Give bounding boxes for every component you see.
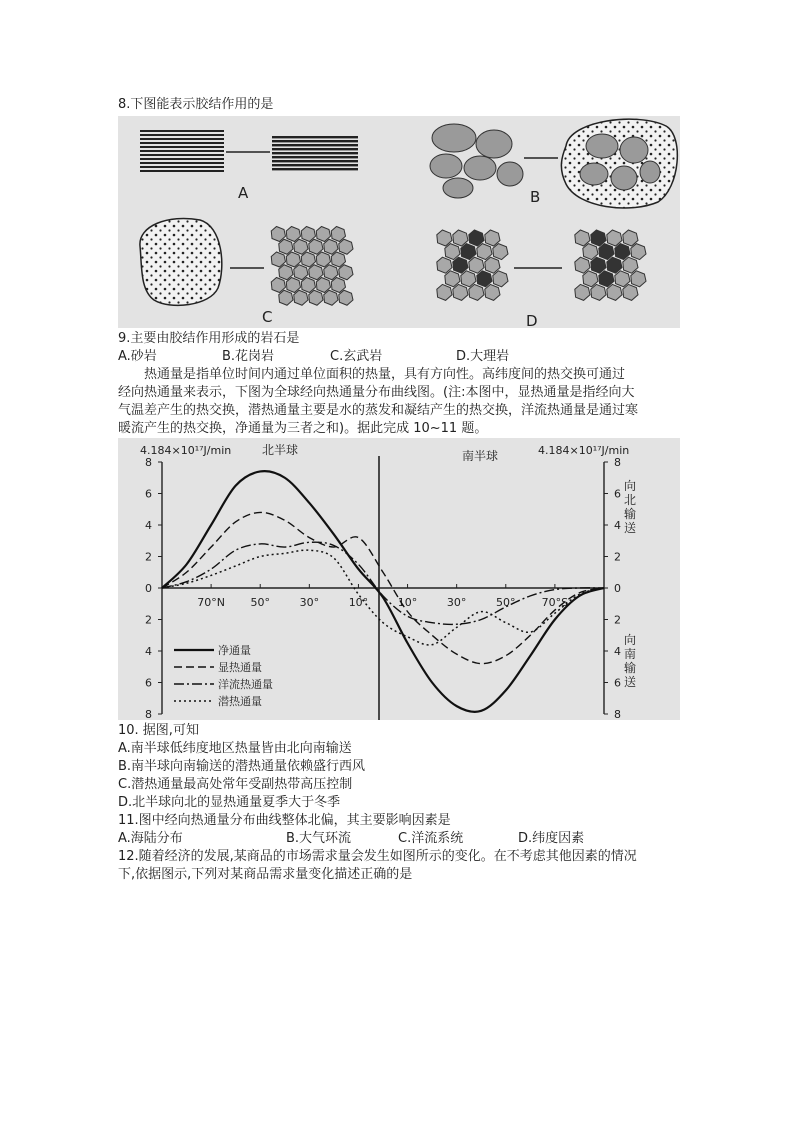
q11-option-c[interactable]: C.洋流系统 [398,831,464,846]
right-label-south: 南 [624,647,637,661]
y-tick-label-left: 4 [145,645,152,658]
q9-option-b[interactable]: B.花岗岩 [222,349,275,364]
stripe-a1 [140,130,224,132]
y-tick-label-right: 4 [614,519,621,532]
grain-polygon [607,284,622,300]
x-tick-label: 50° [250,596,270,609]
y-tick-label-right: 0 [614,582,621,595]
unit-left: 4.184×10¹⁷J/min [140,444,232,457]
grain-polygon [631,271,646,287]
grain-polygon [309,290,323,305]
grain-polygon [623,284,638,300]
stripe-a1 [140,154,224,156]
y-tick-label-right: 8 [614,456,621,469]
grain-polygon [324,290,338,305]
y-tick-label-right: 6 [614,487,621,501]
grain-polygon [339,290,353,305]
legend-label: 洋流热通量 [218,678,273,691]
grain-polygon [339,265,353,280]
chart-side-labels [624,479,636,689]
unit-right: 4.184×10¹⁷J/min [538,444,630,457]
q12-line-1: 12.随着经济的发展,某商品的市场需求量会发生如图所示的变化。在不考虑其他因素的情况 [118,849,637,864]
stripe-a1 [140,158,224,160]
y-tick-label-left: 6 [145,676,152,690]
legend-label: 潜热通量 [218,695,262,708]
y-tick-label-left: 2 [145,613,152,627]
right-label-south: 送 [624,675,637,689]
q8-question: 8.下图能表示胶结作用的是 [118,97,274,112]
y-tick-label-left: 0 [145,582,152,595]
y-tick-label-right: 2 [614,550,621,564]
grain-polygon [631,244,646,260]
stripe-a1 [140,134,224,136]
grain-polygon [469,284,484,300]
y-tick-label-right: 8 [614,708,621,720]
stripe-a2 [272,136,358,138]
q8-figure [118,116,680,328]
grain-polygon [591,284,606,300]
q11-option-d[interactable]: D.纬度因素 [518,831,585,846]
region-south: 南半球 [462,449,499,463]
stripe-a1 [140,150,224,152]
q11-option-a[interactable]: A.海陆分布 [118,831,183,846]
x-tick-label: 10° [348,596,369,609]
stripe-a2 [272,164,358,166]
stripe-a1 [140,162,224,164]
stripe-a2 [272,152,358,154]
x-tick-label: 70°S [541,596,569,609]
figure-d-grains [437,230,646,300]
x-tick-label: 30° [299,596,320,609]
q10-option-d[interactable]: D.北半球向北的显热通量夏季大于冬季 [118,795,341,810]
q10-question: 10. 据图,可知 [118,723,199,738]
stripe-a2 [272,168,358,170]
q11-option-b[interactable]: B.大气环流 [286,831,352,846]
intro-line-2: 经向热通量来表示，下图为全球经向热通量分布曲线图。(注:本图中，显热通量是指经向大 [118,385,635,400]
label-a: A [238,184,249,202]
stripe-a2 [272,148,358,150]
right-label-north: 输 [624,507,637,521]
q10-option-b[interactable]: B.南半球向南输送的潜热通量依赖盛行西风 [118,759,366,774]
x-tick-label: 10° [397,596,418,609]
x-tick-label: 50° [496,596,516,609]
intro-line-3: 气温差产生的热交换，潜热通量主要是水的蒸发和凝结产生的热交换，洋流热通量是通过寒 [118,403,639,418]
label-d: D [526,312,538,328]
figure-c-compaction [140,218,353,305]
grain-polygon [339,239,353,254]
y-tick-label-left: 8 [145,456,152,469]
q9-option-d[interactable]: D.大理岩 [456,349,510,364]
q9-question: 9.主要由胶结作用形成的岩石是 [118,331,300,346]
y-tick-label-right: 2 [614,613,621,627]
y-tick-label-left: 4 [145,519,152,532]
stripe-a2 [272,140,358,142]
region-north: 北半球 [262,443,299,457]
intro-line-1: 热通量是指单位时间内通过单位面积的热量，具有方向性。高纬度间的热交换可通过 [144,367,626,382]
x-tick-label: 30° [446,596,467,609]
q12-line-2: 下,依据图示,下列对某商品需求量变化描述正确的是 [118,867,413,882]
q9-option-c[interactable]: C.玄武岩 [330,349,383,364]
q9-option-a[interactable]: A.砂岩 [118,349,157,364]
intro-line-4: 暖流产生的热交换，净通量为三者之和)。据此完成 10~11 题。 [118,421,488,436]
y-tick-label-left: 2 [145,550,152,564]
right-label-south: 向 [624,633,637,647]
right-label-north: 北 [624,493,637,507]
stripe-a2 [272,144,358,146]
stripe-a2 [272,160,358,162]
y-tick-label-right: 4 [614,645,621,658]
stripe-a1 [140,142,224,144]
y-tick-label-left: 8 [145,708,152,720]
q10-option-a[interactable]: A.南半球低纬度地区热量皆由北向南输送 [118,741,352,756]
heat-flux-chart-svg [118,438,680,720]
stripe-a1 [140,170,224,172]
heat-flux-chart [118,438,680,720]
y-tick-label-right: 6 [614,676,621,690]
figure-a-stripes [140,130,358,172]
grain-polygon [294,290,308,305]
label-c: C [262,308,273,326]
grain-polygon [485,284,500,300]
stripe-a1 [140,138,224,140]
figure-b-grains [430,119,677,208]
grain-polygon [575,284,590,300]
q8-figure-svg [118,116,680,328]
grain-polygon [453,284,468,300]
right-label-south: 输 [624,661,637,675]
stripe-a1 [140,166,224,168]
right-label-north: 向 [624,479,637,493]
grain-polygon [437,284,452,300]
series-line [162,471,604,712]
right-label-north: 送 [624,521,637,535]
stripe-a2 [272,156,358,158]
series-line [162,542,604,624]
q11-question: 11.图中经向热通量分布曲线整体北偏，其主要影响因素是 [118,813,451,828]
x-tick-label: 70°N [197,596,225,609]
grain-polygon [279,290,293,305]
chart-legend [174,643,273,708]
grain-polygon [493,271,508,287]
legend-label: 显热通量 [218,661,262,674]
stripe-a1 [140,146,224,148]
y-tick-label-left: 6 [145,487,152,501]
label-b: B [530,188,541,206]
legend-label: 净通量 [218,644,251,657]
chart-series [162,471,604,712]
q10-option-c[interactable]: C.潜热通量最高处常年受副热带高压控制 [118,777,353,792]
grain-polygon [493,244,508,260]
